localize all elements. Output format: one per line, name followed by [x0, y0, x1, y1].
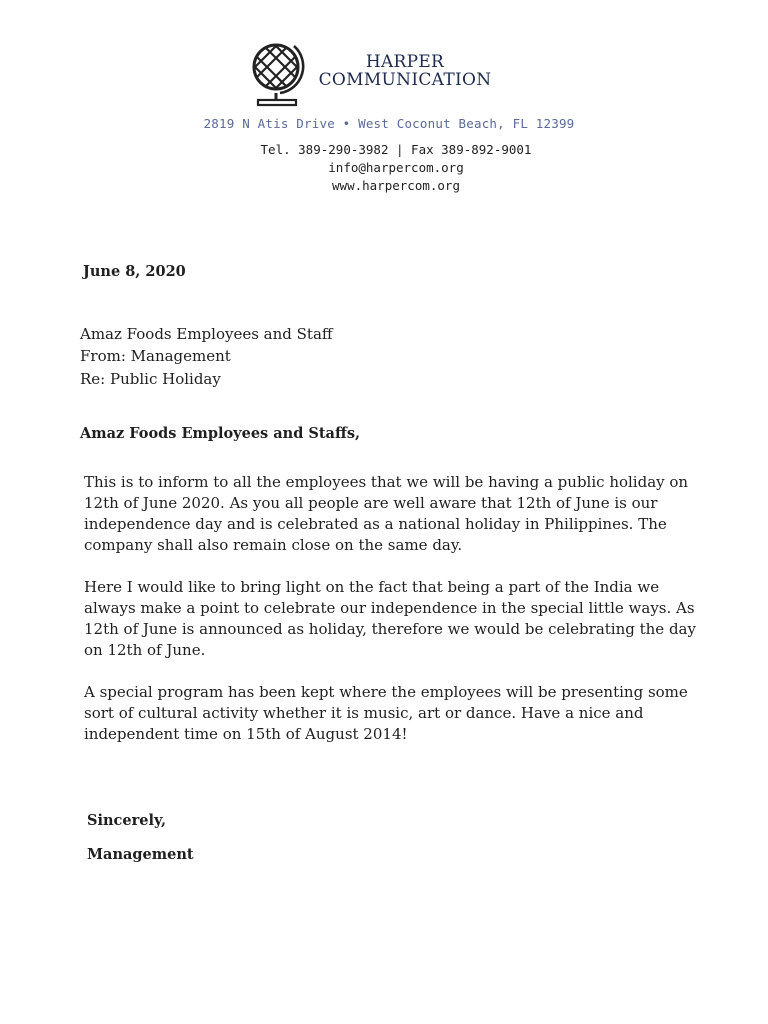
- recipient-line: Amaz Foods Employees and Staff: [80, 325, 333, 343]
- closing: Sincerely,: [87, 812, 167, 829]
- subject-line: Re: Public Holiday: [80, 370, 221, 388]
- company-name-line1: HARPER: [365, 52, 445, 72]
- website-link[interactable]: www.harpercom.org: [332, 178, 460, 193]
- body-paragraph-2: Here I would like to bring light on the fact that being a part of the India we always make a point to celebrate our independence in the special little ways. As 12th of June is announced as holiday, therefore we would be celebrating the day on 12th of June.: [84, 578, 696, 659]
- tel-fax: Tel. 389-290-3982 | Fax 389-892-9001: [260, 142, 532, 157]
- body-paragraph-3: A special program has been kept where the employees will be presenting some sort of cultural activity whether it is music, art or dance. Have a nice and independent time on 15th of August 2014!: [84, 683, 688, 743]
- email-link[interactable]: info@harpercom.org: [328, 160, 464, 175]
- globe-icon: [250, 38, 308, 108]
- company-name-line2: COMMUNICATION: [318, 70, 492, 90]
- letter-date: June 8, 2020: [83, 263, 186, 280]
- company-address: 2819 N Atis Drive • West Coconut Beach, FL 12399: [203, 116, 575, 131]
- body-paragraph-1: This is to inform to all the employees that we will be having a public holiday on 12th of June 2020. As you all people are well aware that 12th of June is our independence day and is celebrated as a national holiday in Philippines. The company shall also remain close on the same day.: [84, 473, 689, 554]
- signer-name: Management: [87, 846, 194, 863]
- sender-line: From: Management: [80, 347, 231, 365]
- salutation: Amaz Foods Employees and Staffs,: [80, 425, 361, 442]
- company-name: [312, 53, 498, 89]
